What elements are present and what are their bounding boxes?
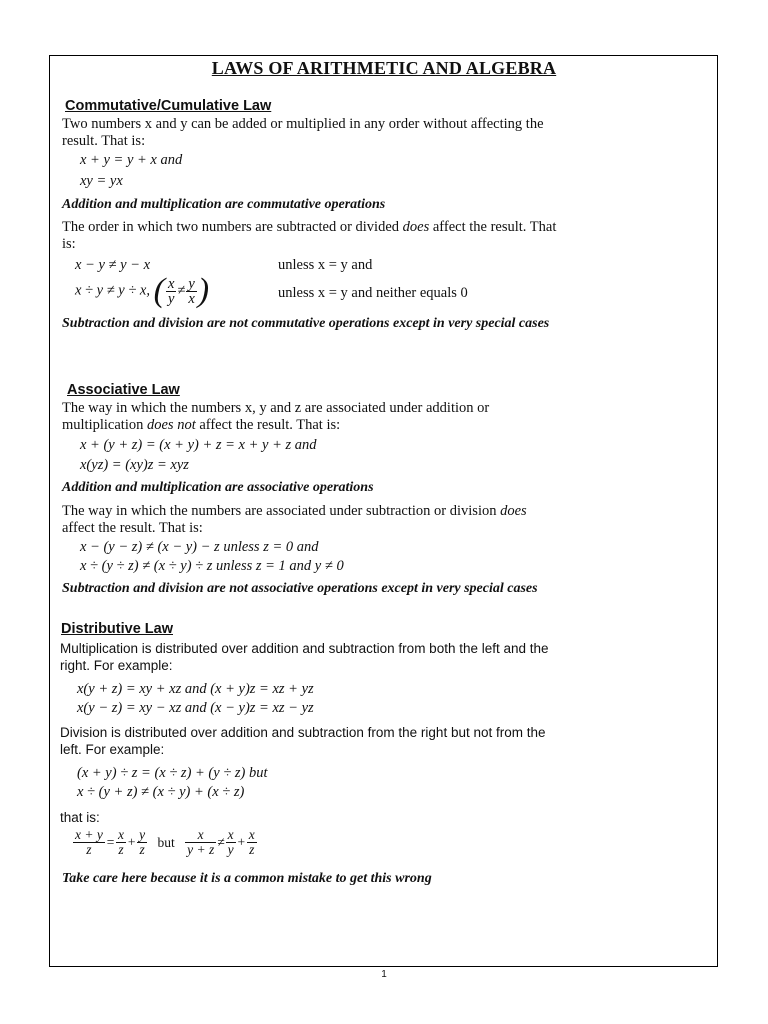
associative-eq-1: x + (y + z) = (x + y) + z = x + y + z and: [80, 437, 317, 453]
page-title: LAWS OF ARITHMETIC AND ALGEBRA: [211, 58, 557, 78]
commutative-intro: Two numbers x and y can be added or multiplied in any order without affecting the result. That is:: [62, 116, 544, 149]
distributive-eq-1: x(y + z) = xy + xz and (x + y)z = xz + yz: [77, 681, 314, 697]
distributive-intro: Multiplication is distributed over addition and subtraction from both the left and the right. For example:: [60, 641, 549, 673]
distributive-fraction-expression: $\frac{x + y}{z}$ = $\frac{x}{z}$ + $\frac{y}{z}$ but $\frac{x}{y + z}$ ≠ $\frac{x}{y}$ + $\frac{x}{z}$: [75, 827, 255, 857]
associative-eq-4: x ÷ (y ÷ z) ≠ (x ÷ y) ÷ z unless z = 1 and y ≠ 0: [80, 558, 344, 574]
commutative-statement-1: Addition and multiplication are commutative operations: [62, 197, 386, 212]
distributive-that-is: that is:: [60, 810, 100, 825]
associative-intro: The way in which the numbers x, y and z are associated under addition or multiplication does not affect the result. That is:: [62, 400, 490, 433]
distributive-statement: Take care here because it is a common mistake to get this wrong: [62, 871, 432, 886]
associative-statement-1: Addition and multiplication are associative operations: [62, 480, 374, 495]
associative-eq-2: x(yz) = (xy)z = xyz: [80, 457, 189, 473]
commutative-eq-1: x + y = y + x and: [80, 152, 183, 168]
commutative-intro-2: The order in which two numbers are subtracted or divided does affect the result. That is:: [62, 219, 557, 252]
page-number: 1: [381, 969, 387, 980]
commutative-eq-4: x ÷ y ≠ y ÷ x, ( $\frac{x}{y}$ ≠ $\frac{y}{x}$ ): [75, 272, 210, 309]
commutative-eq-2: xy = yx: [80, 173, 123, 189]
distributive-heading: Distributive Law: [61, 621, 173, 637]
commutative-heading: Commutative/Cumulative Law: [65, 98, 272, 114]
associative-eq-3: x − (y − z) ≠ (x − y) − z unless z = 0 and: [80, 539, 319, 555]
distributive-eq-3: (x + y) ÷ z = (x ÷ z) + (y ÷ z) but: [77, 765, 268, 781]
commutative-statement-2: Subtraction and division are not commutative operations except in very special cases: [62, 316, 550, 331]
associative-intro-2: The way in which the numbers are associated under subtraction or division does affect the result. That is:: [62, 503, 527, 536]
distributive-intro-2: Division is distributed over addition and subtraction from the right but not from the left. For example:: [60, 725, 546, 757]
associative-statement-2: Subtraction and division are not associative operations except in very special cases: [62, 581, 538, 596]
associative-heading: Associative Law: [67, 382, 180, 398]
distributive-eq-4: x ÷ (y + z) ≠ (x ÷ y) + (x ÷ z): [77, 784, 245, 800]
commutative-eq-3: x − y ≠ y − x: [75, 257, 151, 273]
commutative-cond-4: unless x = y and neither equals 0: [278, 285, 468, 301]
distributive-eq-2: x(y − z) = xy − xz and (x − y)z = xz − yz: [77, 700, 314, 716]
commutative-cond-3: unless x = y and: [278, 257, 373, 273]
